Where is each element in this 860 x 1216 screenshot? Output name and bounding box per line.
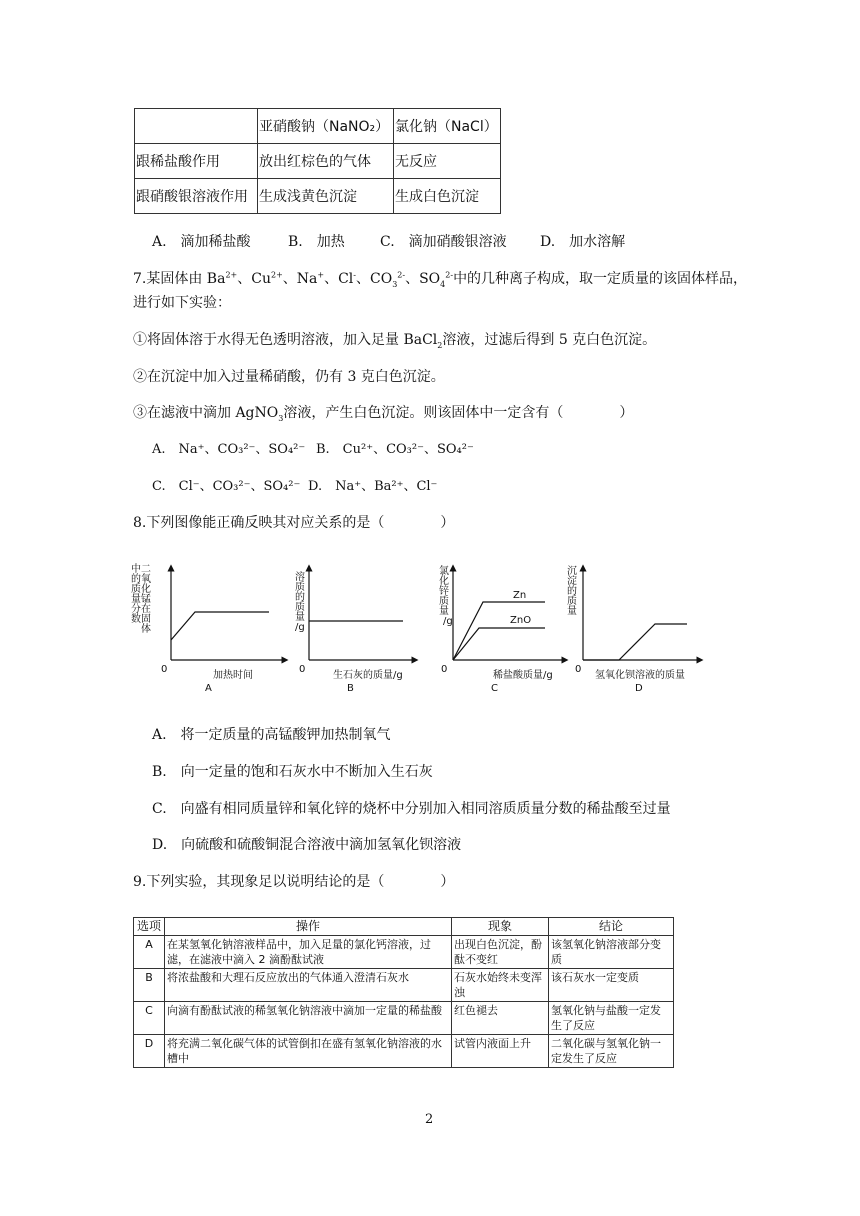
q7-step3: ③在滤液中滴加 AgNO$_3$溶液，产生白色沉淀。则该固体中一定含有（ ）: [133, 405, 634, 423]
chart-b-letter: B: [347, 683, 354, 694]
chart-a-ylabel-2: 中的质量分数: [131, 564, 141, 625]
chart-a-ylabel: 二氧化锰在固体: [141, 564, 151, 635]
q7-option-c: C. Cl⁻、CO₃²⁻、SO₄²⁻: [152, 479, 301, 494]
text: 溶液，过滤后得到 5 克白色沉淀。: [442, 332, 657, 348]
table-header-row: [135, 109, 501, 144]
chart-c-line-zn: [453, 602, 545, 660]
table-cell: 生成白色沉淀: [394, 179, 501, 214]
table-cell: 无反应: [394, 144, 501, 179]
text: ①将固体溶于水得无色透明溶液，加入足量 BaCl: [133, 332, 438, 348]
q9-stem: 9.下列实验，其现象足以说明结论的是（ ）: [133, 874, 455, 890]
text: 、CO: [356, 271, 393, 287]
chart-b-origin: 0: [299, 664, 306, 675]
table-header: 操作: [165, 918, 452, 936]
q7-option-d: D. Na⁺、Ba²⁺、Cl⁻: [308, 479, 438, 494]
page-number: 2: [425, 1112, 434, 1127]
table-cell: A: [134, 936, 165, 969]
chart-a-letter: A: [205, 683, 212, 694]
chart-d: [567, 565, 700, 694]
q7-step1: ①将固体溶于水得无色透明溶液，加入足量 BaCl$_2$溶液，过滤后得到 5 克白色沉淀。: [133, 332, 657, 350]
table-header: 选项: [134, 918, 165, 936]
q8-option-c: C. 向盛有相同质量锌和氧化锌的烧杯中分别加入相同溶质质量分数的稀盐酸至过量: [152, 801, 671, 817]
q6-option-b: B. 加热: [288, 234, 345, 250]
table-header-row: [134, 918, 674, 936]
chart-c-xlabel: 稀盐酸质量/g: [493, 670, 553, 681]
table-cell: 该石灰水一定变质: [549, 969, 674, 1002]
q6-option-c: C. 滴加硝酸银溶液: [380, 234, 507, 250]
table-cell: 二氧化碳与氢氧化钠一定发生了反应: [549, 1035, 674, 1068]
table-header: 现象: [452, 918, 549, 936]
q7-stem-cont: 进行如下实验：: [133, 295, 231, 311]
text: 溶液，产生白色沉淀。则该固体中一定含有（ ）: [283, 405, 634, 421]
text: 、Cu: [237, 271, 271, 287]
text: 中的几种离子构成，取一定质量的该固体样品，: [453, 271, 748, 287]
chart-c-ylabel: 氯化锌质量/g: [439, 566, 453, 627]
chart-a-xlabel: 加热时间: [213, 670, 253, 681]
q7-stem: 7.某固体由 $Ba^{2+}$、$Cu^{2+}$、Na+、Cl-、$CO_3^{2-}$、$SO_4^{2-}$中的几种离子构成，取一定质量的该固体样品，: [133, 270, 748, 289]
chart-d-ylabel: 沉淀的质量: [567, 566, 577, 617]
table-cell: 亚硝酸钠（NaNO₂）: [258, 109, 394, 144]
table-cell: 红色褪去: [452, 1002, 549, 1035]
q8-stem: 8.下列图像能正确反映其对应关系的是（ ）: [133, 515, 455, 531]
q8-option-b: B. 向一定量的饱和石灰水中不断加入生石灰: [152, 764, 433, 780]
table-cell: 将充满二氧化碳气体的试管倒扣在盛有氢氧化钠溶液的水槽中: [165, 1035, 452, 1068]
table-cell: [135, 109, 258, 144]
table-cell: 出现白色沉淀，酚酞不变红: [452, 936, 549, 969]
chart-d-xlabel: 氢氧化钡溶液的质量: [595, 670, 685, 681]
table-cell: 氯化钠（NaCl）: [394, 109, 501, 144]
table-cell: D: [134, 1035, 165, 1068]
chart-b-ylabel: 溶质的质量/g: [295, 572, 305, 633]
text: 、Na: [282, 271, 318, 287]
table-header: 结论: [549, 918, 674, 936]
q7-step2: ②在沉淀中加入过量稀硝酸，仍有 3 克白色沉淀。: [133, 369, 445, 385]
table-cell: 在某氢氧化钠溶液样品中，加入足量的氯化钙溶液，过滤，在滤液中滴入 2 滴酚酞试液: [165, 936, 452, 969]
table-cell: B: [134, 969, 165, 1002]
table-row: [135, 179, 501, 214]
table-row: [134, 936, 674, 969]
table-cell: C: [134, 1002, 165, 1035]
text: ③在滤液中滴加 AgNO: [133, 405, 279, 421]
table-cell: 跟稀盐酸作用: [135, 144, 258, 179]
q8-option-a: A. 将一定质量的高锰酸钾加热制氧气: [152, 727, 391, 743]
chart-d-origin: 0: [575, 664, 582, 675]
chart-d-line: [583, 624, 687, 660]
chart-c: [439, 564, 565, 694]
chart-b-xlabel: 生石灰的质量/g: [333, 670, 403, 681]
table-cell: 该氢氧化钠溶液部分变质: [549, 936, 674, 969]
q8-option-d: D. 向硫酸和硫酸铜混合溶液中滴加氢氧化钡溶液: [152, 837, 462, 853]
text: 、SO: [405, 271, 441, 287]
table-cell: 氢氧化钠与盐酸一定发生了反应: [549, 1002, 674, 1035]
chart-a: [131, 562, 285, 694]
text: 7.某固体由 Ba: [133, 271, 226, 287]
table-row: [134, 1002, 674, 1035]
chart-d-letter: D: [635, 683, 643, 694]
table-cell: 试管内液面上升: [452, 1035, 549, 1068]
q6-option-d: D. 加水溶解: [540, 234, 626, 250]
q7-option-a: A. Na⁺、CO₃²⁻、SO₄²⁻: [152, 442, 306, 457]
chart-c-series-zno: ZnO: [510, 615, 532, 626]
q8-charts: [131, 560, 715, 695]
chart-c-series-zn: Zn: [513, 590, 527, 601]
table-row: [134, 969, 674, 1002]
q7-option-b: B. Cu²⁺、CO₃²⁻、SO₄²⁻: [316, 442, 474, 457]
table-cell: 生成浅黄色沉淀: [258, 179, 394, 214]
table-cell: 向滴有酚酞试液的稀氢氧化钠溶液中滴加一定量的稀盐酸: [165, 1002, 452, 1035]
table-cell: 跟硝酸银溶液作用: [135, 179, 258, 214]
text: 、Cl: [324, 271, 354, 287]
chart-c-letter: C: [491, 683, 498, 694]
chart-a-origin: 0: [161, 664, 168, 675]
chart-b: [295, 568, 415, 694]
chart-c-origin: 0: [441, 664, 448, 675]
chart-a-line: [171, 612, 269, 640]
q6-option-a: A. 滴加稀盐酸: [152, 234, 251, 250]
experiment-table: [133, 917, 674, 1068]
table-cell: 将浓盐酸和大理石反应放出的气体通入澄清石灰水: [165, 969, 452, 1002]
table-row: [134, 1035, 674, 1068]
table-row: [135, 144, 501, 179]
nitrite-chloride-table: [134, 108, 501, 214]
table-cell: 放出红棕色的气体: [258, 144, 394, 179]
table-cell: 石灰水始终未变浑浊: [452, 969, 549, 1002]
